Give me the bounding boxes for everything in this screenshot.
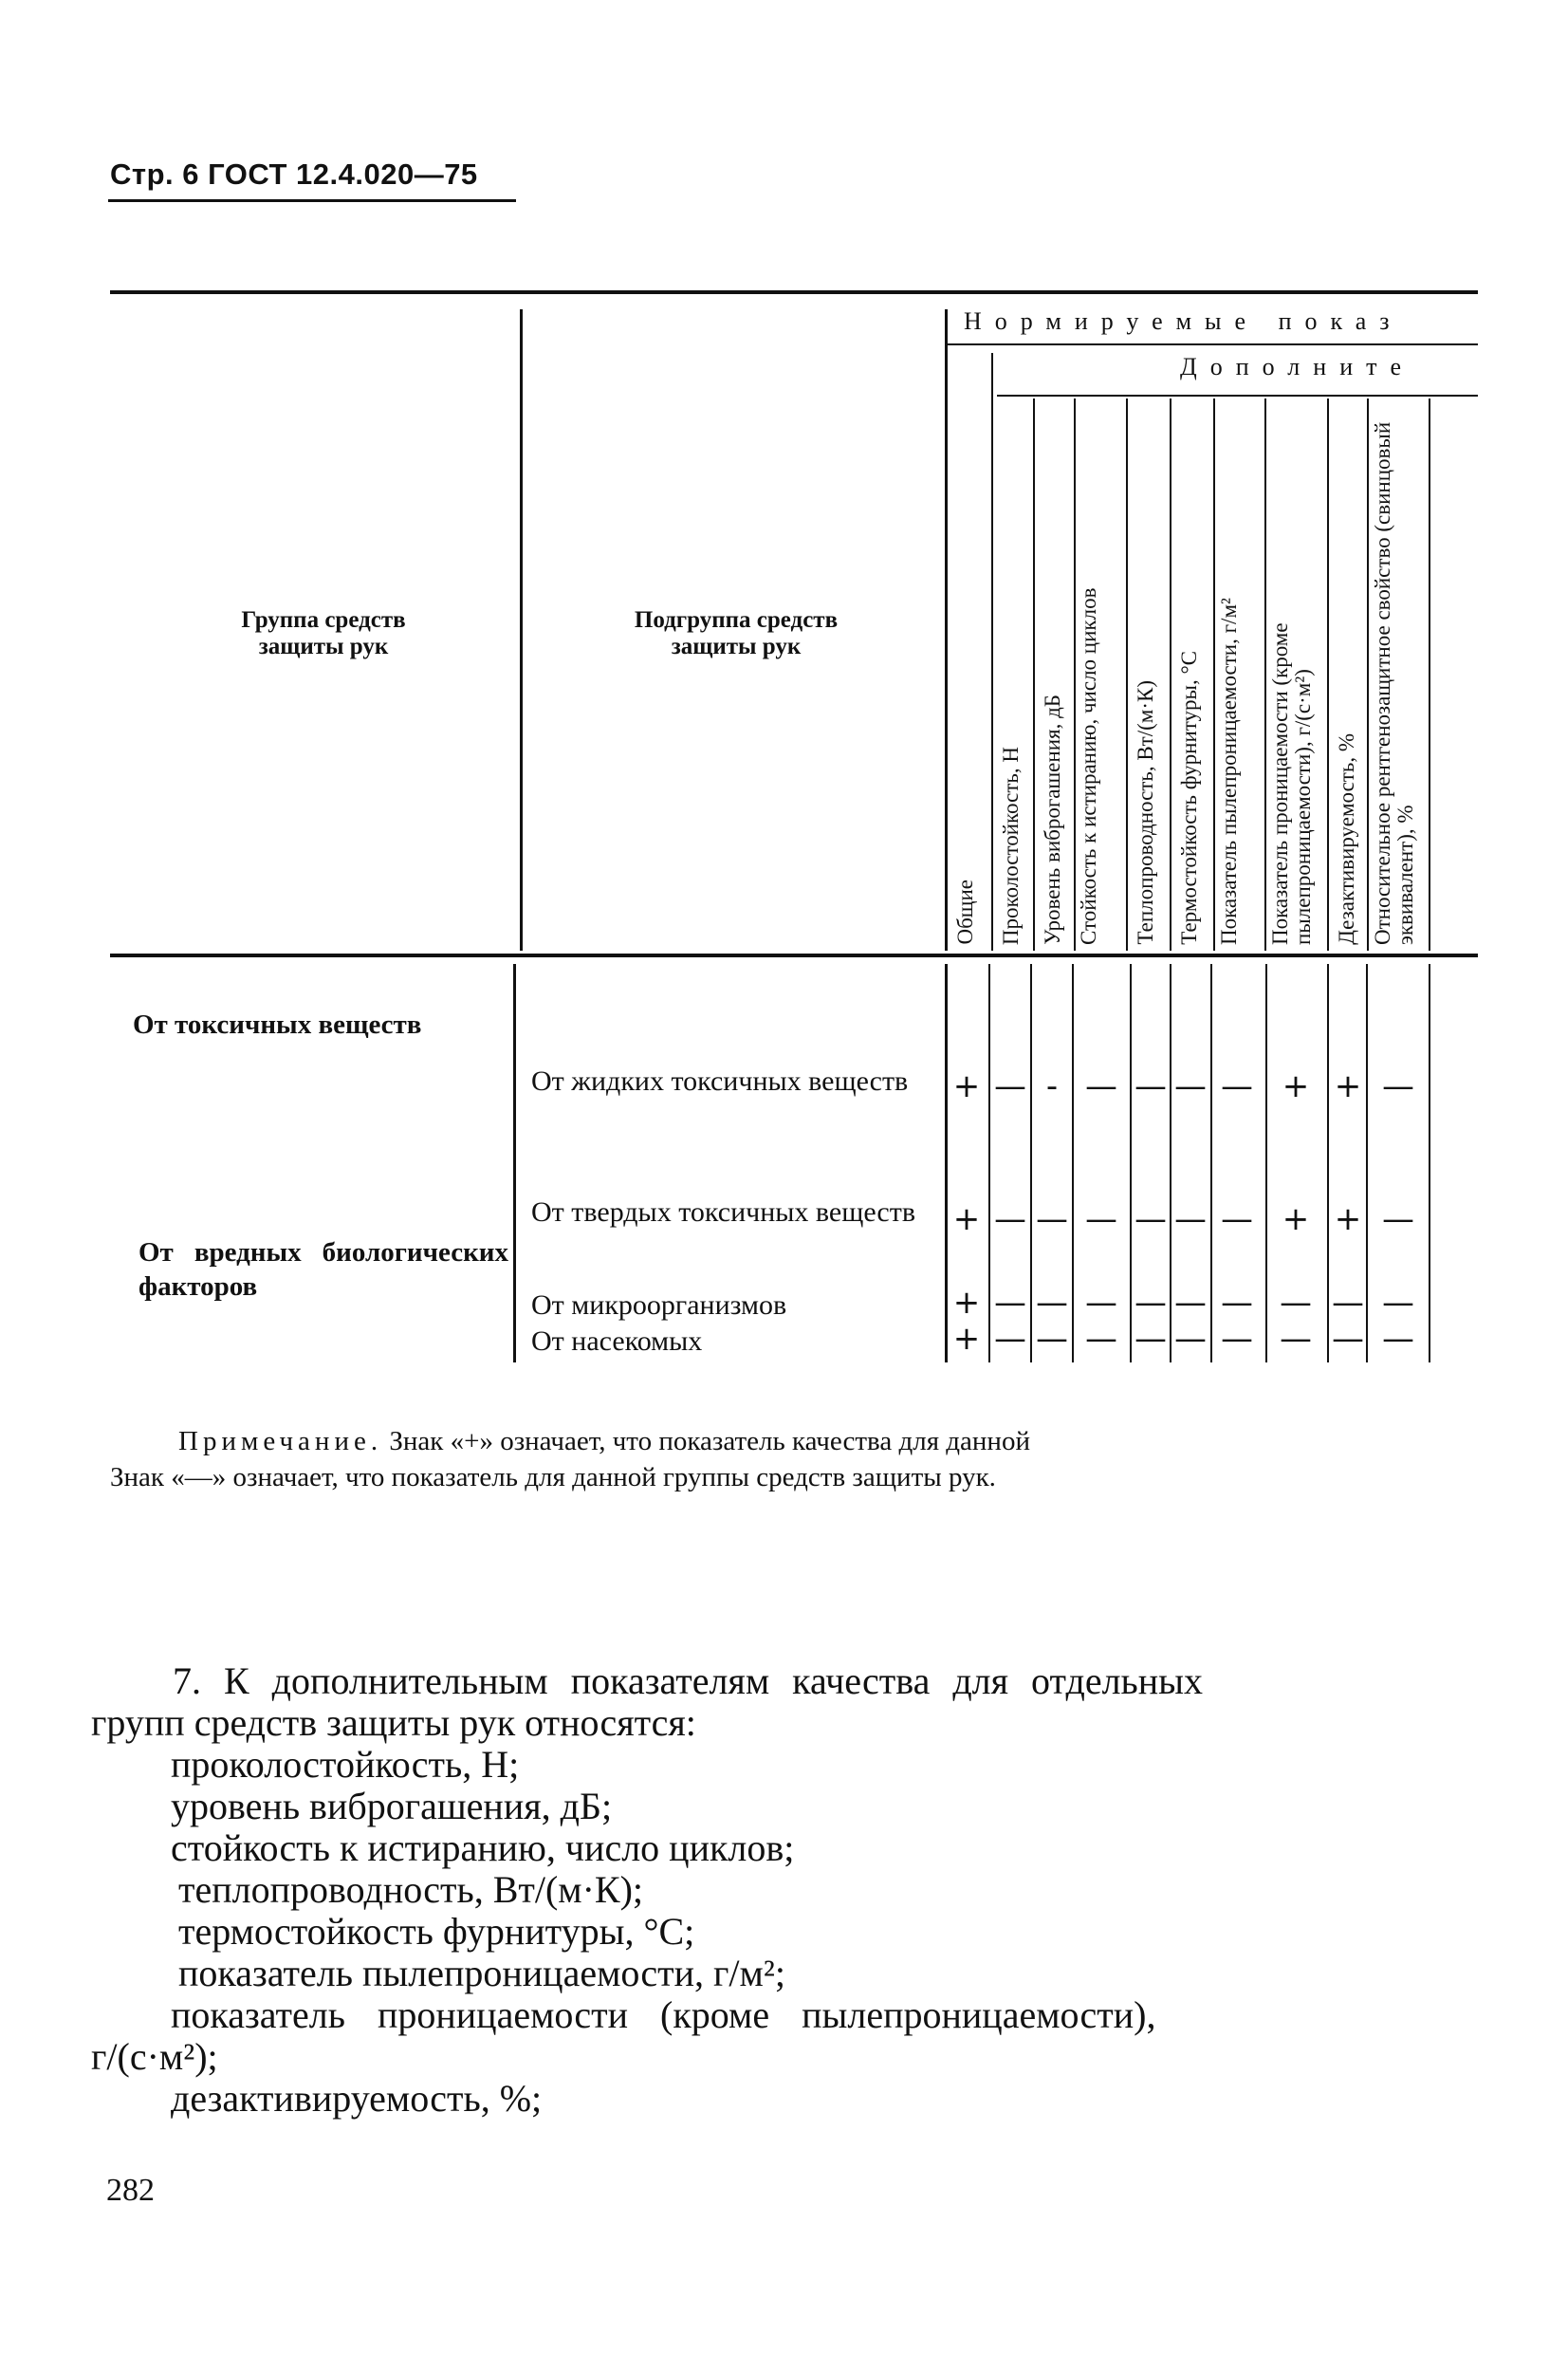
paragraph-line: термостойкость фурнитуры, °С; xyxy=(178,1910,695,1953)
col-header-dust xyxy=(1218,471,1265,945)
col-header-permeability-text: Показатель проницаемости (кроме пылепроницаемости), г/(с·м²) xyxy=(1268,622,1315,945)
col-header-decontamination: Дезактивируемость, % xyxy=(1335,733,1358,945)
group-toxic: От токсичных веществ xyxy=(133,1010,422,1040)
mark-cell: — xyxy=(1085,1284,1117,1322)
col-header-abrasion xyxy=(1078,528,1125,945)
mark-cell: — xyxy=(1036,1284,1068,1322)
subgroup-microorganisms: От микроорганизмов xyxy=(531,1289,787,1321)
subgroup-column-header: Подгруппа средств защиты рук xyxy=(634,607,839,659)
mark-cell: — xyxy=(1221,1200,1253,1238)
mark-cell: - xyxy=(1045,1067,1059,1105)
mark-cell: — xyxy=(1085,1320,1117,1358)
mark-cell: — xyxy=(1280,1320,1312,1358)
col-header-xray xyxy=(1372,414,1427,945)
paragraph-line: г/(с·м²); xyxy=(91,2035,218,2078)
mark-cell: — xyxy=(1382,1320,1414,1358)
mark-cell: — xyxy=(1174,1284,1207,1322)
mark-cell: + xyxy=(952,1320,981,1358)
paragraph-line: показатель пылепроницаемости, г/м²; xyxy=(178,1952,785,1994)
mark-cell: + xyxy=(1334,1067,1362,1105)
mark-cell: — xyxy=(1221,1320,1253,1358)
col-header-puncture: Проколостойкость, Н xyxy=(999,746,1023,945)
header-bottom-rule xyxy=(110,954,1478,957)
header-rule xyxy=(108,199,516,202)
column-headers xyxy=(110,285,1478,949)
body-divider-1 xyxy=(988,964,990,1362)
col-header-permeability xyxy=(1269,509,1324,945)
body-divider-10 xyxy=(1429,964,1430,1362)
subgroup-solid-text: От твердых токсичных веществ xyxy=(531,1196,915,1228)
paragraph-line: стойкость к истиранию, число циклов; xyxy=(171,1826,795,1869)
page-number: 282 xyxy=(106,2173,155,2208)
note-line-1-text: Знак «+» означает, что показатель качества для данной xyxy=(389,1426,1030,1456)
mark-cell: — xyxy=(1382,1067,1414,1105)
subgroup-insects: От насекомых xyxy=(531,1325,703,1357)
col-header-abrasion-text: Стойкость к истиранию, число циклов xyxy=(1077,587,1100,945)
mark-cell: — xyxy=(1036,1200,1068,1238)
table-note xyxy=(110,1423,1476,1495)
group-biological-text: От вредных биологических факторов xyxy=(138,1237,508,1302)
mark-cell: + xyxy=(1282,1067,1310,1105)
paragraph-line: показатель проницаемости (кроме пылепроницаемости), xyxy=(171,1993,1156,2036)
mark-cell: — xyxy=(1221,1284,1253,1322)
mark-cell: — xyxy=(1085,1067,1117,1105)
body-divider-6 xyxy=(1210,964,1212,1362)
mark-cell: — xyxy=(1280,1284,1312,1322)
col-header-thermal: Теплопроводность, Вт/(м·К) xyxy=(1134,680,1157,945)
body-divider-3 xyxy=(1072,964,1074,1362)
mark-cell: — xyxy=(1382,1284,1414,1322)
dop-header: Дополните xyxy=(1180,353,1415,380)
mark-cell: + xyxy=(952,1067,981,1105)
paragraph-line: дезактивируемость, %; xyxy=(171,2077,543,2120)
col-header-dust-text: Показатель пылепроницаемости, г/м² xyxy=(1217,598,1241,945)
mark-cell: — xyxy=(994,1067,1026,1105)
paragraph-line: групп средств защиты рук относятся: xyxy=(91,1701,696,1744)
mark-cell: — xyxy=(1382,1200,1414,1238)
mark-cell: — xyxy=(1174,1067,1207,1105)
mark-cell: — xyxy=(1332,1284,1364,1322)
mark-cell: — xyxy=(1174,1320,1207,1358)
mark-cell: — xyxy=(1221,1067,1253,1105)
paragraph-line: 7. К дополнительным показателям качества для отдельных xyxy=(173,1659,1204,1702)
norm-header: Нормируемые показ xyxy=(964,307,1403,335)
mark-cell: — xyxy=(1134,1067,1167,1105)
subgroup-liquid-text: От жидких токсичных веществ xyxy=(531,1065,909,1097)
paragraph-line: проколостойкость, Н; xyxy=(171,1743,520,1786)
mark-cell: + xyxy=(952,1200,981,1238)
note-line-1 xyxy=(110,1423,1476,1459)
note-line-2: Знак «—» означает, что показатель для данной группы средств защиты рук. xyxy=(110,1462,996,1492)
paragraph-line: уровень виброгашения, дБ; xyxy=(171,1785,613,1827)
paragraph-7 xyxy=(91,1660,1476,2120)
mark-cell: + xyxy=(1334,1200,1362,1238)
mark-cell: — xyxy=(1036,1320,1068,1358)
mark-cell: — xyxy=(1332,1320,1364,1358)
mark-cell: + xyxy=(952,1284,981,1322)
paragraph-line: теплопроводность, Вт/(м·К); xyxy=(178,1868,644,1911)
page-header: Стр. 6 ГОСТ 12.4.020—75 xyxy=(110,157,478,191)
mark-cell: — xyxy=(1174,1200,1207,1238)
mark-cell: — xyxy=(1134,1284,1167,1322)
col-header-xray-text: Относительное рентгенозащитное свойство (свинцовый эквивалент), % xyxy=(1371,421,1417,945)
mark-cell: — xyxy=(1085,1200,1117,1238)
quality-indicators-table xyxy=(110,285,1478,1362)
group-column-header: Группа средств защиты рук xyxy=(241,607,406,659)
mark-cell: — xyxy=(994,1200,1026,1238)
subgroup-liquid xyxy=(531,1065,933,1099)
body-divider-7 xyxy=(1265,964,1267,1362)
mark-cell: — xyxy=(1134,1320,1167,1358)
col-header-general: Общие xyxy=(953,880,977,945)
group-biological xyxy=(138,1235,508,1304)
body-divider-group xyxy=(513,964,516,1362)
body-divider-2 xyxy=(1030,964,1032,1362)
col-header-fitting: Термостойкость фурнитуры, °С xyxy=(1177,651,1201,945)
subgroup-solid xyxy=(531,1195,933,1230)
note-label: Примечание. xyxy=(178,1426,383,1456)
col-header-vibration: Уровень виброгашения, дБ xyxy=(1041,695,1064,945)
mark-cell: — xyxy=(994,1284,1026,1322)
mark-cell: + xyxy=(1282,1200,1310,1238)
mark-cell: — xyxy=(1134,1200,1167,1238)
mark-cell: — xyxy=(994,1320,1026,1358)
